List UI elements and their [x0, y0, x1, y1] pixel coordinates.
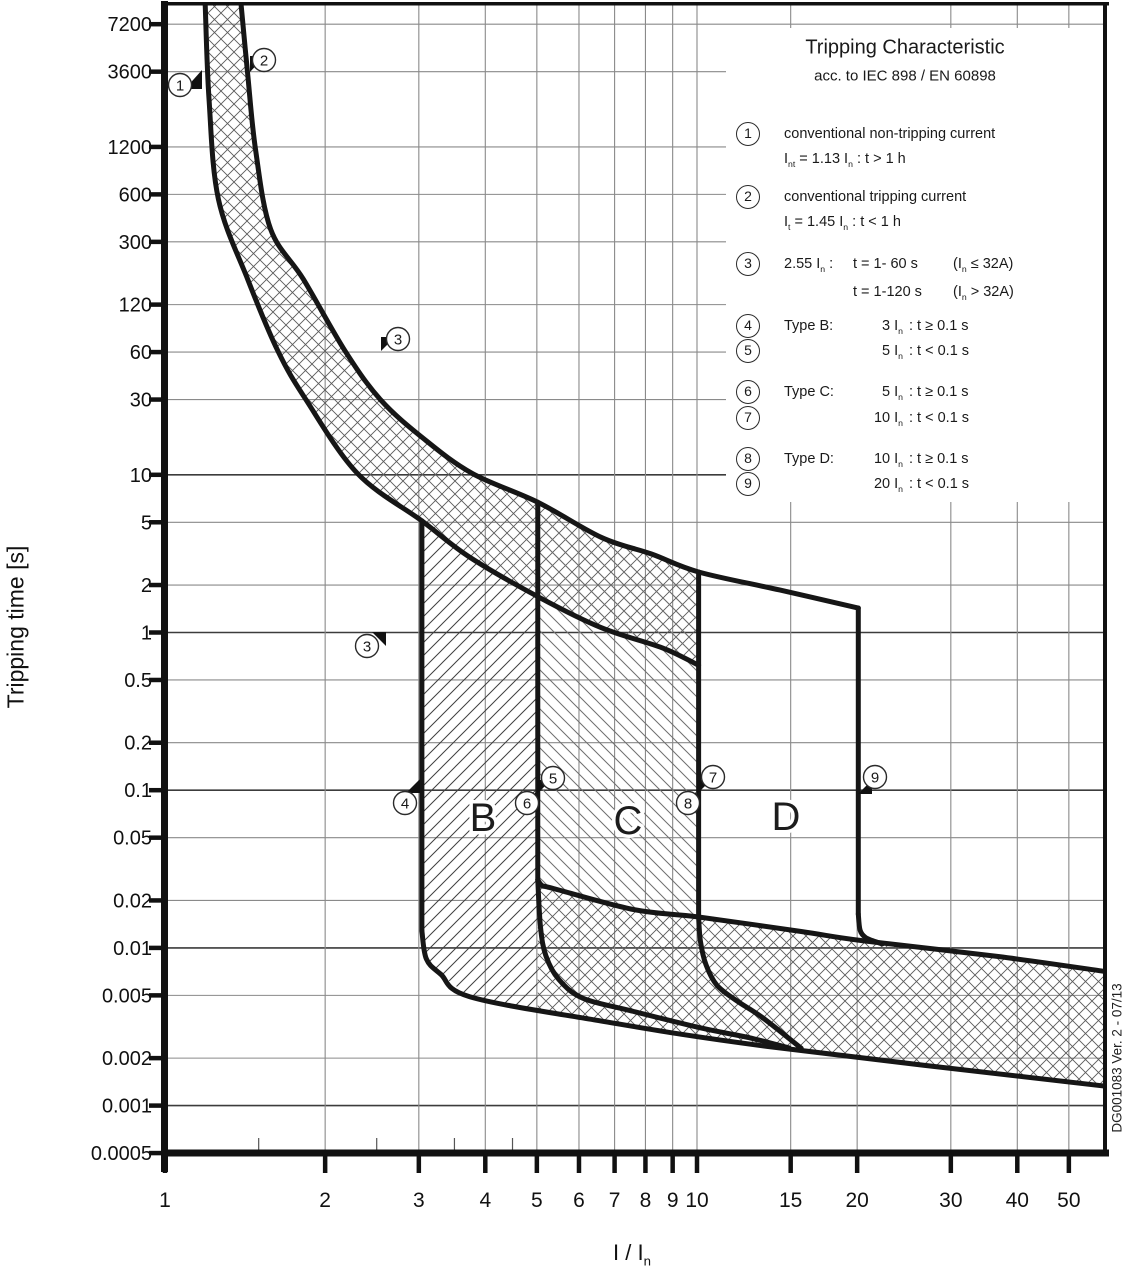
marker-number-4: 4 — [400, 795, 410, 813]
tick-label-y: 1 — [140, 622, 152, 645]
tick-label-y: 10 — [129, 464, 152, 487]
legend-item-4-qty: 3 $I_n$ — [882, 318, 903, 336]
legend-marker-3: 3 — [736, 252, 760, 276]
legend-marker-6: 6 — [736, 380, 760, 404]
legend-item-3-label: 2.55 $I_n$ : — [784, 256, 834, 274]
tick-label-x: 5 — [531, 1189, 543, 1212]
legend-item-4-cond: : t ≥ 0.1 s — [909, 318, 969, 334]
legend-item-1-formula: $I_{nt} = 1.13$ $I_n$ : t > 1 h — [784, 151, 906, 169]
legend-item-3-value-1: t = 1- 60 s — [853, 256, 918, 272]
x-axis-title: I / $I_n$ — [613, 1240, 651, 1269]
tick-label-x: 50 — [1057, 1189, 1081, 1212]
legend-item-9-cond: : t < 0.1 s — [909, 476, 970, 492]
legend-marker-1: 1 — [736, 122, 760, 146]
legend-marker-2: 2 — [736, 185, 760, 209]
tick-label-x: 7 — [608, 1189, 621, 1212]
region-b-band-fill — [422, 521, 538, 1011]
tick-label-y: 120 — [118, 294, 152, 317]
tick-label-x: 10 — [685, 1189, 709, 1212]
legend-item-2-formula: $I_t = 1.45$ $I_n$ : t < 1 h — [784, 214, 901, 232]
legend-item-6-type: Type C: — [784, 384, 834, 400]
legend-item-9-qty: 20 $I_n$ — [873, 476, 903, 494]
marker-number-9: 9 — [870, 769, 880, 787]
tick-label-y: 0.002 — [101, 1048, 152, 1071]
marker-number-1: 1 — [175, 77, 185, 95]
tick-label-y: 3600 — [107, 61, 152, 84]
tick-label-x: 2 — [319, 1189, 331, 1212]
tick-label-y: 0.5 — [124, 669, 152, 692]
tick-label-y: 2 — [140, 575, 152, 598]
tick-label-y: 0.005 — [101, 985, 152, 1008]
tick-label-x: 6 — [573, 1189, 585, 1212]
marker-number-8: 8 — [683, 795, 693, 813]
tick-label-x: 8 — [639, 1189, 652, 1212]
tick-label-y: 30 — [129, 389, 152, 412]
region-label-b: B — [469, 796, 497, 840]
legend-marker-5: 5 — [736, 339, 760, 363]
marker-number-3: 3 — [393, 331, 403, 349]
legend-item-8-type: Type D: — [784, 451, 834, 467]
tick-label-x: 9 — [666, 1189, 679, 1212]
tick-label-y: 0.05 — [113, 827, 152, 850]
marker-number-5: 5 — [548, 770, 558, 788]
legend-marker-9: 9 — [736, 472, 760, 496]
tick-label-x: 30 — [939, 1189, 963, 1212]
legend-marker-7: 7 — [736, 406, 760, 430]
legend-marker-8: 8 — [736, 447, 760, 471]
tick-label-x: 15 — [779, 1189, 803, 1212]
marker-number-6: 6 — [522, 795, 532, 813]
legend-subtitle: acc. to IEC 898 / EN 60898 — [814, 67, 996, 85]
document-id-label: DG001083 Ver. 2 - 07/13 — [1109, 983, 1125, 1133]
legend-item-2-text: conventional tripping current — [784, 189, 967, 205]
legend-title: Tripping Characteristic — [805, 36, 1005, 59]
plot-border-right — [1103, 2, 1107, 1155]
tick-label-y: 1200 — [107, 136, 152, 159]
legend-item-7-cond: : t < 0.1 s — [909, 410, 970, 426]
legend-marker-4: 4 — [736, 314, 760, 338]
tick-label-y: 600 — [118, 184, 152, 207]
tick-label-x: 40 — [1005, 1189, 1029, 1212]
legend-item-6-cond: : t ≥ 0.1 s — [909, 384, 969, 400]
tick-label-x: 1 — [159, 1189, 171, 1212]
marker-number-3: 3 — [362, 638, 372, 656]
y-axis-title: Tripping time [s] — [2, 545, 29, 709]
legend-item-8-cond: : t ≥ 0.1 s — [909, 451, 969, 467]
legend-item-3-cond-2: $(I_n > 32A)$ — [953, 284, 1014, 302]
legend-panel — [726, 28, 1103, 502]
legend-item-8-qty: 10 $I_n$ — [873, 451, 903, 469]
tick-label-x: 3 — [412, 1189, 425, 1212]
legend-item-4-type: Type B: — [784, 318, 834, 334]
x-axis-spine — [161, 1150, 1109, 1157]
legend-item-6-qty: 5 $I_n$ — [882, 384, 903, 402]
legend-item-5-cond: : t < 0.1 s — [909, 343, 970, 359]
tick-label-y: 0.001 — [101, 1095, 152, 1118]
region-label-d: D — [771, 795, 801, 839]
tick-label-y: 5 — [140, 512, 152, 535]
tick-label-y: 0.01 — [113, 937, 152, 960]
marker-arrow-4 — [406, 779, 420, 793]
legend-item-3-value-2: t = 1-120 s — [853, 284, 922, 300]
tick-label-y: 300 — [118, 231, 152, 254]
tick-label-y: 0.1 — [124, 780, 152, 803]
region-label-c: C — [613, 799, 643, 843]
legend-item-1-text: conventional non-tripping current — [784, 126, 996, 142]
marker-number-2: 2 — [259, 52, 269, 70]
tick-label-y: 60 — [129, 342, 152, 365]
tick-label-y: 7200 — [107, 14, 152, 37]
legend-item-7-qty: 10 $I_n$ — [873, 410, 903, 428]
legend-item-3-cond-1: $(I_n \le 32A)$ — [953, 256, 1014, 274]
tick-label-y: 0.2 — [124, 732, 152, 755]
tick-label-y: 0.0005 — [90, 1143, 152, 1166]
tick-label-x: 20 — [845, 1189, 869, 1212]
legend-item-5-qty: 5 $I_n$ — [882, 343, 903, 361]
tick-label-y: 0.02 — [113, 890, 152, 913]
marker-number-7: 7 — [708, 769, 718, 787]
tick-label-x: 4 — [479, 1189, 492, 1212]
plot-border-top — [161, 2, 1109, 6]
